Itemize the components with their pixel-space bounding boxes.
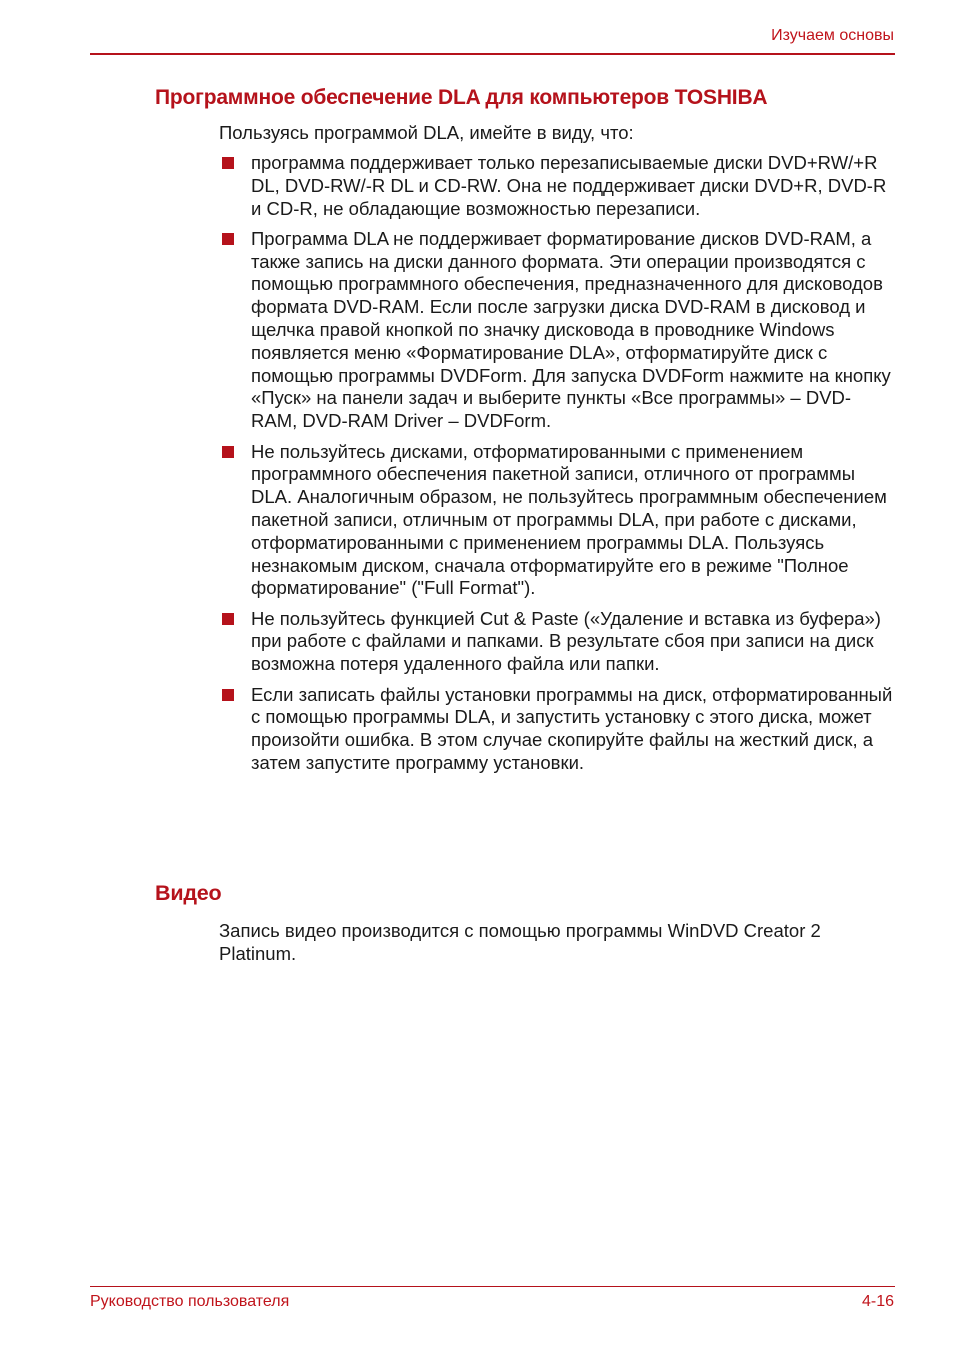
- list-item: [219, 608, 895, 676]
- dla-intro-paragraph: Пользуясь программой DLA, имейте в виду, что:: [219, 122, 634, 143]
- footer-rule: [90, 1286, 895, 1287]
- square-bullet-icon: [222, 233, 234, 245]
- list-item: [219, 152, 895, 220]
- square-bullet-icon: [222, 157, 234, 169]
- square-bullet-icon: [222, 446, 234, 458]
- list-item-text: Если записать файлы установки программы на диск, отформатированный с помощью программы DLA, и запустить установку с этого диска, может произойти ошибка. В этом случае скопируйте файлы на жесткий диск, а затем запустите программу установки.: [251, 683, 893, 773]
- square-bullet-icon: [222, 689, 234, 701]
- footer-title: Руководство пользователя: [90, 1293, 290, 1310]
- page-number: 4-16: [861, 1293, 894, 1310]
- square-bullet-icon: [222, 613, 234, 625]
- video-paragraph: Запись видео производится с помощью программы WinDVD Creator 2 Platinum.: [219, 920, 821, 964]
- header-rule: [90, 53, 895, 55]
- running-header: Изучаем основы: [771, 27, 894, 44]
- list-item: [219, 684, 895, 775]
- list-item: [219, 228, 895, 433]
- list-item-text: Не пользуйтесь дисками, отформатированными с применением программного обеспечения пакетной записи, отличного от программы DLA. Аналогичным образом, не пользуйтесь программным обеспечением пакетной записи, отличным от программы DLA, при работе с дисками, отформатированными с применением программы DLA. Пользуясь незнакомым диском, сначала отформатируйте его в режиме "Полное форматирование" ("Full Format").: [251, 440, 887, 599]
- list-item-text: Программа DLA не поддерживает форматирование дисков DVD-RAM, а также запись на диски данного формата. Эти операции производятся с помощью программного обеспечения, предназначенного для дисководов формата DVD-RAM. Если после загрузки диска DVD-RAM в дисковод и щелчка правой кнопкой по значку дисковода в проводнике Windows появляется меню «Форматирование DLA», отформатируйте диск с помощью программы DVDForm. Для запуска DVDForm нажмите на кнопку «Пуск» на панели задач и выберите пункты «Все программы» – DVD-RAM, DVD-RAM Driver – DVDForm.: [251, 227, 891, 432]
- section-heading-video: Видео: [155, 881, 222, 905]
- dla-bullet-list: [219, 152, 895, 782]
- list-item-text: программа поддерживает только перезаписываемые диски DVD+RW/+R DL, DVD-RW/-R DL и CD-RW. Она не поддерживает диски DVD+R, DVD-R и CD-R, не обладающие возможностью перезаписи.: [251, 152, 887, 219]
- list-item-text: Не пользуйтесь функцией Cut & Paste («Удаление и вставка из буфера») при работе с файлами и папками. В результате сбоя при записи на диск возможна потеря удаленного файла или папки.: [251, 607, 881, 675]
- list-item: [219, 441, 895, 601]
- section-heading-dla: Программное обеспечение DLA для компьютеров TOSHIBA: [155, 86, 768, 109]
